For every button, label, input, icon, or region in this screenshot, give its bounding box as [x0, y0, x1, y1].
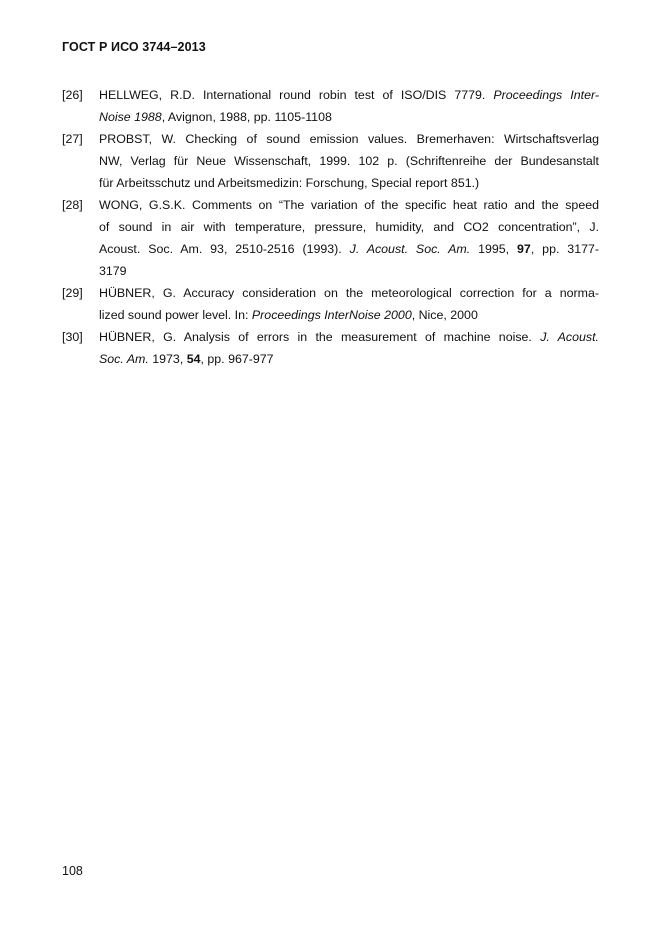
text-segment: of sound in air with temperature, pressure, humidity, and CO2 concentration”, J.	[99, 220, 599, 234]
reference-line	[99, 194, 599, 216]
reference-text	[99, 282, 599, 326]
italic-text: J. Acoust.	[540, 330, 599, 344]
reference-entry	[62, 194, 599, 282]
text-segment: , Nice, 2000	[411, 308, 478, 322]
reference-text	[99, 84, 599, 128]
text-segment: , pp. 3177-	[530, 242, 599, 256]
text-segment: , pp. 967-977	[200, 352, 274, 366]
reference-entry	[62, 128, 599, 194]
reference-line	[99, 106, 599, 128]
italic-text: Soc. Am.	[99, 352, 149, 366]
page-number: 108	[62, 864, 83, 878]
text-segment: HÜBNER, G. Accuracy consideration on the meteorological correction for a norma-	[99, 286, 599, 300]
reference-entry	[62, 326, 599, 370]
text-segment: für Arbeitsschutz und Arbeitsmedizin: Forschung, Special report 851.)	[99, 176, 480, 190]
italic-text: Noise 1988	[99, 110, 162, 124]
text-segment: NW, Verlag für Neue Wissenschaft, 1999. 102 p. (Schriftenreihe der Bundesanstalt	[99, 154, 599, 168]
reference-line	[99, 282, 599, 304]
reference-line	[99, 84, 599, 106]
italic-text: Proceedings InterNoise 2000	[251, 308, 412, 322]
reference-line	[99, 326, 599, 348]
text-segment: WONG, G.S.K. Comments on “The variation of the specific heat ratio and the speed	[99, 198, 599, 212]
reference-entry	[62, 282, 599, 326]
text-segment: HELLWEG, R.D. International round robin test of ISO/DIS 7779.	[99, 88, 494, 102]
reference-number: [27]	[62, 132, 83, 146]
text-segment: lized sound power level. In:	[99, 308, 252, 322]
bold-text: 97	[517, 242, 531, 256]
reference-entry	[62, 84, 599, 128]
reference-line	[99, 238, 599, 260]
text-segment: 3179	[99, 264, 127, 278]
reference-text	[99, 326, 599, 370]
reference-line	[99, 216, 599, 238]
text-segment: PROBST, W. Checking of sound emission values. Bremerhaven: Wirtschaftsverlag	[99, 132, 599, 146]
text-segment: HÜBNER, G. Analysis of errors in the measurement of machine noise.	[99, 330, 541, 344]
reference-line	[99, 348, 599, 370]
reference-line	[99, 150, 599, 172]
italic-text: J. Acoust. Soc. Am.	[349, 242, 471, 256]
reference-number: [28]	[62, 198, 83, 212]
text-segment: 1995,	[470, 242, 518, 256]
standard-header: ГОСТ Р ИСО 3744–2013	[62, 40, 206, 54]
reference-number: [29]	[62, 286, 83, 300]
italic-text: Proceedings Inter-	[493, 88, 599, 102]
reference-text	[99, 128, 599, 194]
reference-line	[99, 128, 599, 150]
reference-text	[99, 194, 599, 282]
reference-number: [30]	[62, 330, 83, 344]
text-segment: Acoust. Soc. Am. 93, 2510-2516 (1993).	[99, 242, 350, 256]
reference-line	[99, 304, 599, 326]
reference-line	[99, 172, 599, 194]
text-segment: 1973,	[148, 352, 187, 366]
bibliography-list	[62, 84, 599, 370]
bold-text: 54	[186, 352, 201, 366]
reference-number: [26]	[62, 88, 83, 102]
text-segment: , Avignon, 1988, pp. 1105-1108	[161, 110, 332, 124]
reference-line	[99, 260, 599, 282]
